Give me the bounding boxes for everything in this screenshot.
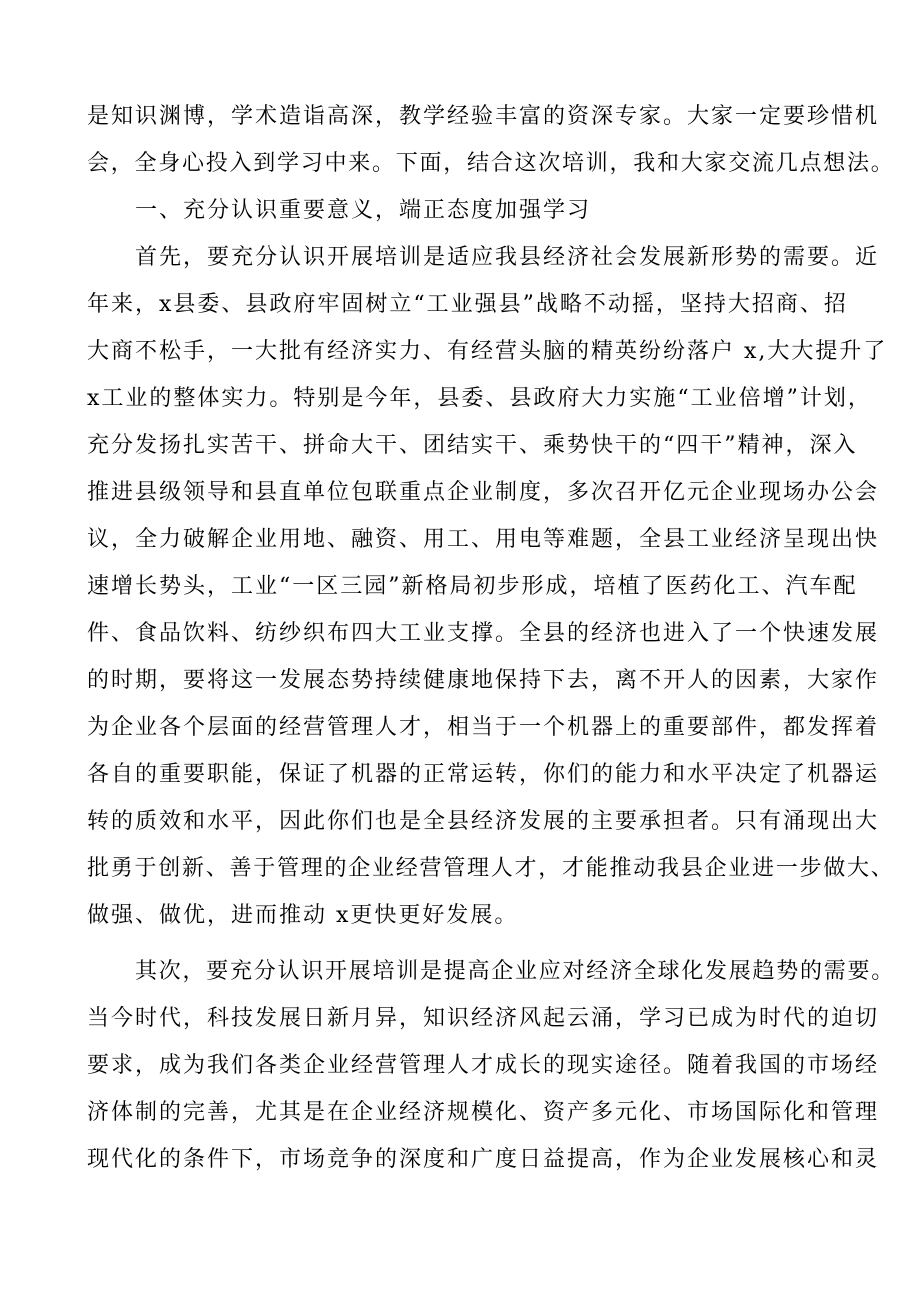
text-line: 充分发扬扎实苦干、拼命大干、团结实干、乘势快干的“四干”精神，深入 bbox=[87, 433, 858, 458]
text-line: 批勇于创新、善于管理的企业经营管理人才，才能推动我县企业进一步做大、 bbox=[87, 856, 895, 881]
text-line: 要求，成为我们各类企业经营管理人才成长的现实途径。随着我国的市场经 bbox=[87, 1053, 880, 1078]
text-line: 年来，x县委、县政府牢固树立“工业强县”战略不动摇，坚持大招商、招 bbox=[87, 292, 848, 317]
text-line: 推进县级领导和县直单位包联重点企业制度，多次召开亿元企业现场办公会 bbox=[87, 480, 880, 505]
text-line: 件、食品饮料、纺纱织布四大工业支撑。全县的经济也进入了一个快速发展 bbox=[87, 621, 880, 646]
text-line: 是知识渊博，学术造诣高深，教学经验丰富的资深专家。大家一定要珍惜机 bbox=[87, 104, 880, 129]
text-line: 济体制的完善，尤其是在企业经济规模化、资产多元化、市场国际化和管理 bbox=[87, 1100, 880, 1125]
text-line: 其次，要充分认识开展培训是提高企业应对经济全球化发展趋势的需要。 bbox=[135, 959, 896, 984]
text-line: 首先，要充分认识开展培训是适应我县经济社会发展新形势的需要。近 bbox=[135, 245, 880, 270]
text-line: 为企业各个层面的经营管理人才，相当于一个机器上的重要部件，都发挥着 bbox=[87, 715, 880, 740]
text-line: 大商不松手，一大批有经济实力、有经营头脑的精英纷纷落户 x,大大提升了 bbox=[87, 339, 888, 364]
text-line: 做强、做优，进而推动 x更快更好发展。 bbox=[87, 903, 519, 928]
text-line: 会，全身心投入到学习中来。下面，结合这次培训，我和大家交流几点想法。 bbox=[87, 151, 895, 176]
text-line: 各自的重要职能，保证了机器的正常运转，你们的能力和水平决定了机器运 bbox=[87, 762, 880, 787]
text-line: 的时期，要将这一发展态势持续健康地保持下去，离不开人的因素，大家作 bbox=[87, 668, 880, 693]
text-line: 现代化的条件下，市场竞争的深度和广度日益提高，作为企业发展核心和灵 bbox=[87, 1147, 880, 1172]
text-line: x工业的整体实力。特别是今年，县委、县政府大力实施“工业倍增”计划， bbox=[87, 386, 872, 411]
text-line: 转的质效和水平，因此你们也是全县经济发展的主要承担者。只有涌现出大 bbox=[87, 809, 880, 834]
text-line: 议，全力破解企业用地、融资、用工、用电等难题，全县工业经济呈现出快 bbox=[87, 527, 880, 552]
text-line: 速增长势头，工业“一区三园”新格局初步形成，培植了医药化工、汽车配 bbox=[87, 574, 858, 599]
section-heading: 一、充分认识重要意义，端正态度加强学习 bbox=[135, 198, 592, 223]
text-line: 当今时代，科技发展日新月异，知识经济风起云涌，学习已成为时代的迫切 bbox=[87, 1006, 880, 1031]
